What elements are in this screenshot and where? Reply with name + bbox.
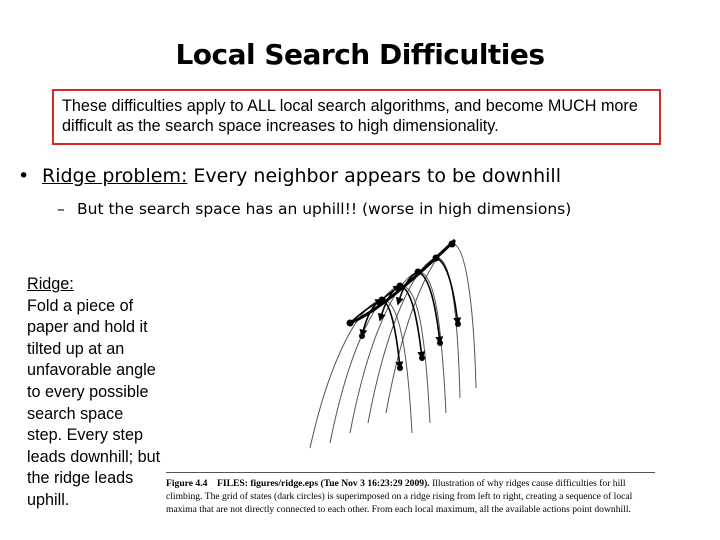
ridge-sidebar [27, 274, 162, 512]
bullet-text: Every neighbor appears to be downhill [187, 165, 561, 187]
ridge-subbullet [57, 200, 571, 218]
caption-label: Figure 4.4 [166, 478, 208, 489]
ridge-curves [310, 244, 476, 448]
figure-caption [166, 472, 655, 516]
state-circles [347, 241, 462, 372]
caption-text: Illustration of why ridges cause difficulties for hill climbing. The grid of states (dark circles) is superimposed on a ridge rising from left to right, creating a sequence of local maxima that are not directly connected to each other. From each local maximum, all the available actions point downhill. [166, 478, 633, 515]
caption-files: FILES: figures/ridge.eps (Tue Nov 3 16:23:29 2009). [217, 478, 430, 489]
bullet-label: Ridge problem: [42, 165, 188, 187]
ridge-figure [290, 228, 490, 468]
subbullet-text: But the search space has an uphill!! (worse in high dimensions) [77, 200, 572, 218]
slide-title: Local Search Difficulties [175, 38, 545, 71]
sidebar-body: Fold a piece of paper and hold it tilted up at an unfavorable angle to every possible search space step. Every step leads downhill; but the ridge leads uphill. [27, 296, 161, 509]
subbullet-marker: – [57, 200, 65, 218]
sidebar-heading: Ridge: [27, 275, 74, 293]
bullet-marker: • [18, 165, 30, 187]
warning-callout: These difficulties apply to ALL local search algorithms, and become MUCH more difficult as the search space increases to high dimensionality. [52, 89, 661, 145]
ridge-bullet [18, 165, 561, 187]
